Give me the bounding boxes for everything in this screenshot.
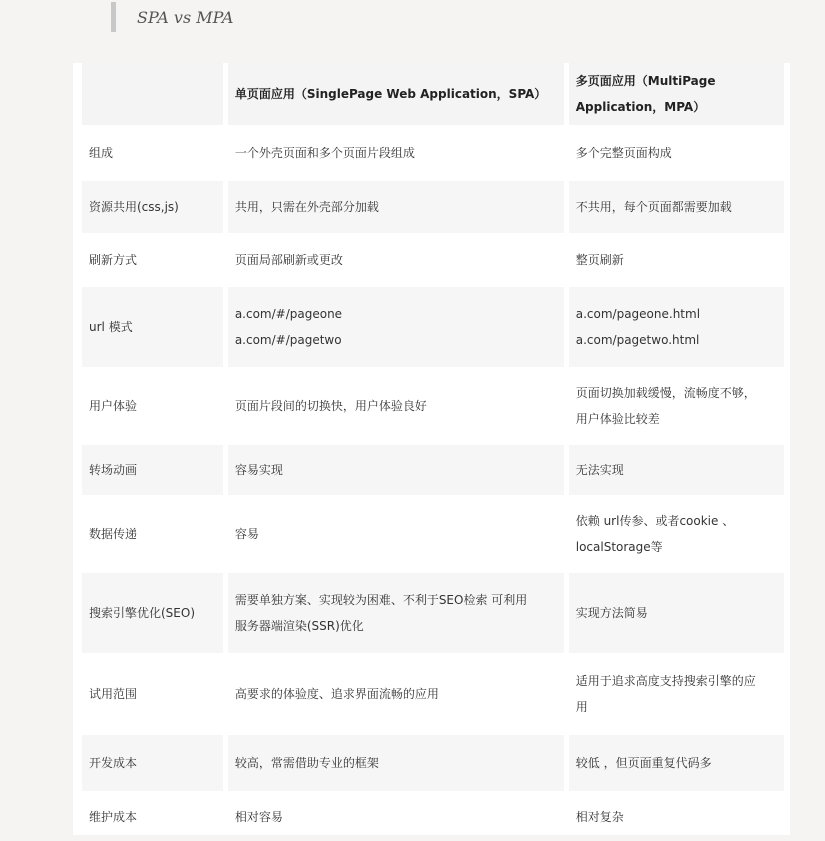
table-row <box>82 287 784 367</box>
header-spa: 单页面应用（SinglePage Web Application，SPA） <box>228 63 564 125</box>
feature-cell: 维护成本 <box>82 791 223 835</box>
spa-cell-line: 页面局部刷新或更改 <box>234 253 343 267</box>
table-row <box>82 573 784 653</box>
spa-cell-line: 相对容易 <box>234 810 283 824</box>
blockquote <box>111 2 233 32</box>
spa-cell-line: 较高，常需借助专业的框架 <box>234 756 379 770</box>
spa-cell <box>228 181 564 233</box>
mpa-cell <box>569 367 784 445</box>
mpa-cell-line: 实现方法简易 <box>575 606 648 620</box>
spa-cell <box>228 653 564 735</box>
spa-cell <box>228 445 564 495</box>
feature-cell: 组成 <box>82 125 223 181</box>
header-feature <box>82 63 223 125</box>
mpa-cell <box>569 287 784 367</box>
spa-cell-line: a.com/#/pagetwo <box>234 333 342 347</box>
spa-cell <box>228 367 564 445</box>
spa-cell-line: a.com/#/pageone <box>234 307 343 321</box>
spa-cell-line: 页面片段间的切换快，用户体验良好 <box>234 399 427 413</box>
table-row <box>82 653 784 735</box>
spa-cell-line: 需要单独方案、实现较为困难、不利于SEO检索 可利用 <box>234 593 528 607</box>
mpa-cell-line: 用 <box>575 700 588 714</box>
table-row <box>82 181 784 233</box>
spa-cell-line: 一个外壳页面和多个页面片段组成 <box>234 146 415 160</box>
mpa-cell <box>569 445 784 495</box>
feature-cell: 刷新方式 <box>82 233 223 287</box>
feature-cell: 搜索引擎优化(SEO) <box>82 573 223 653</box>
mpa-cell-line: 用户体验比较差 <box>575 412 660 426</box>
mpa-cell-line: 页面切换加载缓慢，流畅度不够， <box>575 386 756 400</box>
mpa-cell-line: a.com/pageone.html <box>575 307 701 321</box>
mpa-cell-line: 依赖 url传参、或者cookie 、 <box>575 514 735 528</box>
mpa-cell-line: a.com/pagetwo.html <box>575 333 700 347</box>
mpa-cell-line: 较低 ，但页面重复代码多 <box>575 756 712 770</box>
mpa-cell <box>569 573 784 653</box>
feature-cell: 转场动画 <box>82 445 223 495</box>
spa-cell-line: 容易实现 <box>234 463 283 477</box>
header-mpa: 多页面应用（MultiPage Application，MPA） <box>569 63 784 125</box>
mpa-cell-line: 整页刷新 <box>575 253 624 267</box>
mpa-cell <box>569 735 784 791</box>
feature-cell: 用户体验 <box>82 367 223 445</box>
spa-cell-line: 容易 <box>234 527 259 541</box>
mpa-cell-line: 相对复杂 <box>575 810 624 824</box>
mpa-cell-line: 适用于追求高度支持搜索引擎的应 <box>575 674 756 688</box>
table-header-row <box>82 63 784 125</box>
mpa-cell <box>569 125 784 181</box>
spa-cell <box>228 573 564 653</box>
feature-cell: url 模式 <box>82 287 223 367</box>
feature-cell: 试用范围 <box>82 653 223 735</box>
spa-cell <box>228 735 564 791</box>
spa-cell-line: 高要求的体验度、追求界面流畅的应用 <box>234 687 439 701</box>
mpa-cell-line: 无法实现 <box>575 463 624 477</box>
mpa-cell-line: 不共用，每个页面都需要加载 <box>575 200 732 214</box>
spa-cell <box>228 125 564 181</box>
mpa-cell-line: localStorage等 <box>575 540 663 554</box>
quote-text: SPA vs MPA <box>137 7 234 27</box>
table-row <box>82 495 784 573</box>
table-row <box>82 791 784 835</box>
spa-cell <box>228 495 564 573</box>
mpa-cell <box>569 653 784 735</box>
table-row <box>82 735 784 791</box>
feature-cell: 资源共用(css,js) <box>82 181 223 233</box>
table-row <box>82 445 784 495</box>
table-row <box>82 367 784 445</box>
spa-cell <box>228 287 564 367</box>
comparison-table <box>77 63 789 835</box>
feature-cell: 开发成本 <box>82 735 223 791</box>
table-row <box>82 125 784 181</box>
spa-cell-line: 共用，只需在外壳部分加载 <box>234 200 379 214</box>
comparison-table-container <box>73 63 790 835</box>
mpa-cell <box>569 233 784 287</box>
mpa-cell <box>569 791 784 835</box>
mpa-cell <box>569 495 784 573</box>
spa-cell <box>228 791 564 835</box>
spa-cell <box>228 233 564 287</box>
spa-cell-line: 服务器端渲染(SSR)优化 <box>234 619 364 633</box>
table-row <box>82 233 784 287</box>
feature-cell: 数据传递 <box>82 495 223 573</box>
mpa-cell <box>569 181 784 233</box>
mpa-cell-line: 多个完整页面构成 <box>575 146 672 160</box>
